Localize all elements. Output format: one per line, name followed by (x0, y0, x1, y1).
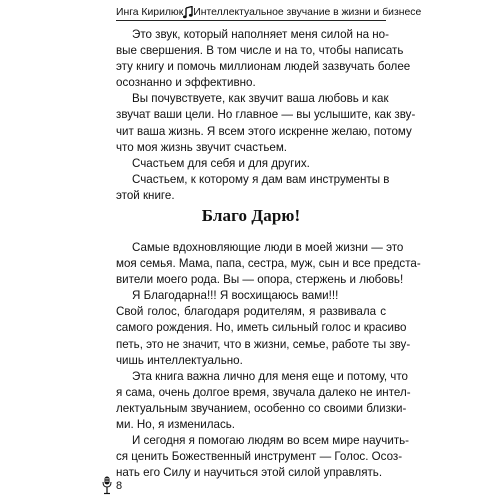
text-line: чит ваша жизнь. Я всем этого искренне желаю, потому (116, 124, 412, 138)
text-line: нать его Силу и научиться этой силой управлять. (116, 466, 383, 480)
paragraph (116, 240, 421, 288)
text-line: Эта книга важна лично для меня еще и потому, что (132, 369, 408, 383)
text-line: ся ценить Божественный инструмент — Голос. Осоз- (116, 450, 403, 464)
header-author: Инга Кирилюк (116, 6, 184, 18)
text-line: лектуальным звучанием, особенно со своими близки- (116, 401, 407, 415)
text-line: я сама, очень долгое время, звучала далеко не интел- (116, 385, 411, 399)
text-line: И сегодня я помогаю людям во всем мире научить- (132, 434, 410, 448)
text-line: эту книгу и помочь миллионам людей зазвучать более (116, 60, 411, 74)
text-line: петь, это не значит, что в жизни, семье, работе ты зву- (116, 337, 411, 351)
section-thanks (116, 240, 421, 481)
text-line: что моя жизнь звучит счастьем. (116, 140, 288, 154)
paragraph (116, 304, 411, 368)
text-line: Самые вдохновляющие люди в моей жизни — это (132, 241, 404, 254)
paragraph (116, 27, 411, 91)
paragraph (116, 91, 416, 155)
text-line: звучат ваши цели. Но главное — вы услышите, как зву- (116, 108, 416, 122)
text-line: самого рождения. Но, иметь сильный голос и красиво (116, 321, 407, 335)
text-line: Счастьем, к которому я дам вам инструменты в (132, 172, 390, 186)
text-line: осознанно и эффективно. (116, 76, 256, 90)
text-line: этой книге. (116, 188, 175, 202)
text-line: ми. Но, я изменилась. (116, 418, 236, 432)
section-heading: Благо Дарю! (201, 206, 301, 225)
paragraph (116, 433, 410, 481)
text-line: вители моего рода. Вы — опора, стержень и любовь! (116, 273, 404, 287)
page-number: 8 (116, 480, 123, 492)
paragraph (116, 369, 411, 433)
paragraph (116, 156, 386, 172)
section-intro (116, 27, 416, 204)
page-footer (102, 475, 122, 497)
header-book-title: Интеллектуальное звучание в жизни и бизнесе (193, 6, 422, 18)
music-note-icon (183, 6, 193, 19)
text-line: Вы почувствуете, как звучит ваша любовь и как (132, 92, 389, 106)
text-line: чишь интеллектуально. (116, 353, 243, 367)
text-line: Я Благодарна!!! Я восхищаюсь вами!!! (132, 289, 339, 303)
text-line: Свой голос, благодаря родителям, я развивала с (116, 305, 386, 319)
text-line: Это звук, который наполняет меня силой на но- (132, 28, 389, 41)
paragraph (116, 172, 390, 204)
microphone-icon (102, 476, 112, 496)
text-line: вые свершения. В том числе и на то, чтобы написать (116, 44, 404, 58)
text-line: Счастьем для себя и для других. (132, 156, 310, 170)
running-header (116, 4, 422, 21)
text-line: моя семья. Мама, папа, сестра, муж, сын и все предста- (116, 257, 421, 271)
paragraph (116, 288, 386, 304)
